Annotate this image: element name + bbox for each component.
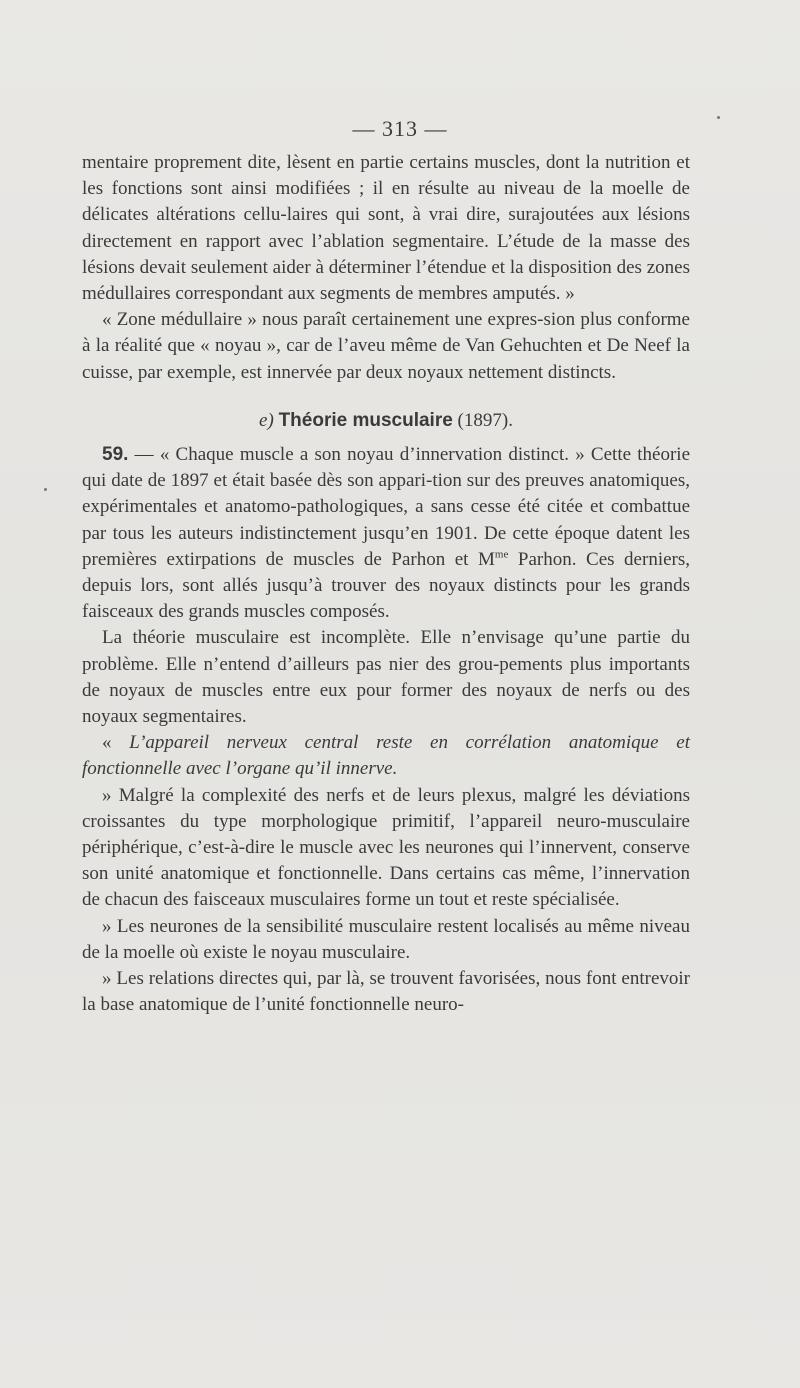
paragraph-number: 59. (102, 444, 129, 466)
superscript: me (494, 548, 509, 561)
paragraph: « Zone médullaire » nous paraît certainement une expres-sion plus conforme à la réalité que « noyau », car de l’aveu même de Van Gehuchten et De Neef la cuisse, par exemple, est innervée par deux noyaux nettement distincts. (82, 309, 690, 383)
quote-mark: « (102, 732, 130, 754)
paragraph: » Malgré la complexité des nerfs et de leurs plexus, malgré les déviations croissantes du type morphologique primitif, l’appareil neuro-musculaire périphérique, c’est-à-dire le muscle avec les neurones qui l’innervent, conserve son unité anatomique et fonctionnelle. Dans certains cas même, l’innervation de chacun des faisceaux musculaires forme un tout et reste spécialisée. (82, 784, 690, 911)
paragraph (82, 730, 690, 782)
paragraph: » Les relations directes qui, par là, se trouvent favorisées, nous font entrevoir la base anatomique de l’unité fonctionnelle neuro- (82, 968, 690, 1016)
paper-speck (44, 488, 47, 491)
paragraph: La théorie musculaire est incomplète. Elle n’envisage qu’une partie du problème. Elle n’entend d’ailleurs pas nier des grou-pements plus importants de noyaux de muscles entre eux pour former des noyaux de nerfs ou des noyaux segmentaires. (82, 627, 690, 728)
paragraph-text: Parhon. Ces derniers, depuis lors, sont allés jusqu’à trouver des noyaux distincts pour les grands faisceaux des grands muscles composés. (82, 548, 690, 623)
paragraph: » Les neurones de la sensibilité musculaire restent localisés au même niveau de la moelle où existe le noyau musculaire. (82, 915, 690, 963)
italic-quote: L’appareil nerveux central reste en corrélation anatomique et fonctionnelle avec l’organe qu’il innerve. (82, 732, 690, 780)
page-number: — 313 — (352, 116, 448, 141)
paragraph (82, 442, 690, 625)
paragraph: mentaire proprement dite, lèsent en partie certains muscles, dont la nutrition et les fonctions sont ainsi modifiées ; il en résulte au niveau de la moelle de délicates altérations cellu-laires qui sont, à vrai dire, surajoutées aux lésions directement en rapport avec l’ablation segmentaire. L’étude de la masse des lésions devait seulement aider à déterminer l’étendue et la disposition des zones médullaires correspondant aux segments de membres amputés. » (82, 152, 690, 305)
paragraph-text: — « Chaque muscle a son noyau d’innervation distinct. » Cette théorie qui date de 1897 et était basée dès son appari-tion sur des preuves anatomiques, expérimentales et anatomo-pathologiques, a sans cesse été citée et combattue par tous les auteurs indistinctement jusqu’en 1901. De cette époque datent les premières extirpations de muscles de Parhon et M (82, 444, 690, 570)
section-heading (82, 408, 690, 434)
section-title: Théorie musculaire (278, 409, 453, 431)
body-text (82, 150, 690, 1019)
section-date: (1897). (457, 409, 513, 431)
section-letter: e) (259, 409, 274, 431)
